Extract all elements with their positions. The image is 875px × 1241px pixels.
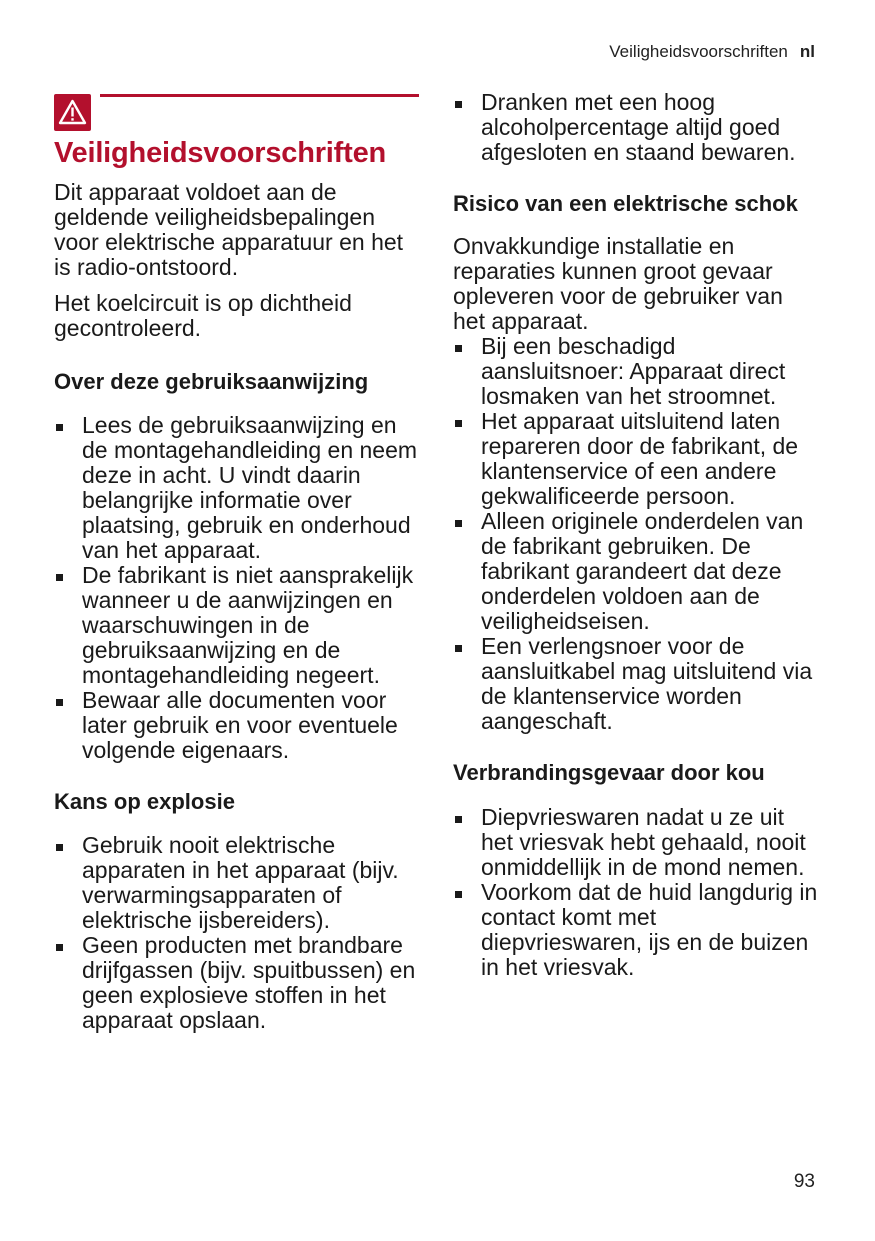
intro-paragraph-1: Dit apparaat voldoet aan de geldende veiligheidsbepalingen voor elektrische apparatuur en het is radio-ontstoord. xyxy=(54,179,404,280)
bullet-icon xyxy=(56,944,63,951)
bullet-icon xyxy=(56,844,63,851)
usage-list xyxy=(54,413,419,763)
left-column xyxy=(54,90,419,1033)
explosion-list xyxy=(54,833,419,1033)
list-item: Het apparaat uitsluitend laten repareren door de fabrikant, de klantenservice of een andere gekwalificeerde persoon. xyxy=(453,409,818,509)
right-column xyxy=(453,90,818,980)
bullet-icon xyxy=(455,891,462,898)
list-item: Dranken met een hoog alcoholpercentage altijd goed afgesloten en staand bewaren. xyxy=(453,90,818,165)
bullet-icon xyxy=(56,699,63,706)
bullet-icon xyxy=(56,574,63,581)
bullet-icon xyxy=(455,345,462,352)
title-bar xyxy=(54,90,419,136)
bullet-icon xyxy=(455,816,462,823)
bullet-icon xyxy=(455,420,462,427)
list-item: Een verlengsnoer voor de aansluitkabel mag uitsluitend via de klantenservice worden aangeschaft. xyxy=(453,634,818,734)
list-item: Diepvrieswaren nadat u ze uit het vriesvak hebt gehaald, nooit onmiddellijk in de mond nemen. xyxy=(453,805,818,880)
electric-shock-list xyxy=(453,334,818,734)
title-rule xyxy=(100,94,419,97)
section-heading-cold-burn: Verbrandingsgevaar door kou xyxy=(453,760,765,785)
running-header-section: Veiligheidsvoorschriften xyxy=(609,42,788,61)
cold-burn-list xyxy=(453,805,818,980)
list-item: Bewaar alle documenten voor later gebruik en voor eventuele volgende eigenaars. xyxy=(54,688,419,763)
list-item: Voorkom dat de huid langdurig in contact komt met diepvrieswaren, ijs en de buizen in het vriesvak. xyxy=(453,880,818,980)
warning-triangle-icon xyxy=(54,94,91,131)
list-item: De fabrikant is niet aansprakelijk wanneer u de aanwijzingen en waarschuwingen in de gebruiksaanwijzing en de montagehandleiding negeert. xyxy=(54,563,419,688)
list-item: Lees de gebruiksaanwijzing en de montagehandleiding en neem deze in acht. U vindt daarin belangrijke informatie over plaatsing, gebruik en onderhoud van het apparaat. xyxy=(54,413,419,563)
bullet-icon xyxy=(56,424,63,431)
section-heading-electric-shock: Risico van een elektrische schok xyxy=(453,191,798,216)
page-number: 93 xyxy=(793,1171,815,1192)
bullet-icon xyxy=(455,101,462,108)
electric-shock-intro: Onvakkundige installatie en reparaties kunnen groot gevaar opleveren voor de gebruiker van het apparaat. xyxy=(453,233,783,334)
list-item: Alleen originele onderdelen van de fabrikant gebruiken. De fabrikant garandeert dat deze onderdelen voldoen aan de veiligheidseisen. xyxy=(453,509,818,634)
list-item: Geen producten met brandbare drijfgassen (bijv. spuitbussen) en geen explosieve stoffen in het apparaat opslaan. xyxy=(54,933,419,1033)
list-item: Bij een beschadigd aansluitsnoer: Apparaat direct losmaken van het stroomnet. xyxy=(453,334,818,409)
section-heading-explosion: Kans op explosie xyxy=(54,789,235,814)
intro-paragraph-2: Het koelcircuit is op dichtheid gecontroleerd. xyxy=(54,290,352,341)
storage-list xyxy=(453,90,818,165)
bullet-icon xyxy=(455,645,462,652)
list-item: Gebruik nooit elektrische apparaten in het apparaat (bijv. verwarmingsapparaten of elektrische ijsbereiders). xyxy=(54,833,419,933)
running-header xyxy=(609,42,815,62)
section-heading-usage: Over deze gebruiksaanwijzing xyxy=(54,369,369,394)
bullet-icon xyxy=(455,520,462,527)
page-title: Veiligheidsvoorschriften xyxy=(54,137,387,169)
language-code: nl xyxy=(799,42,815,61)
